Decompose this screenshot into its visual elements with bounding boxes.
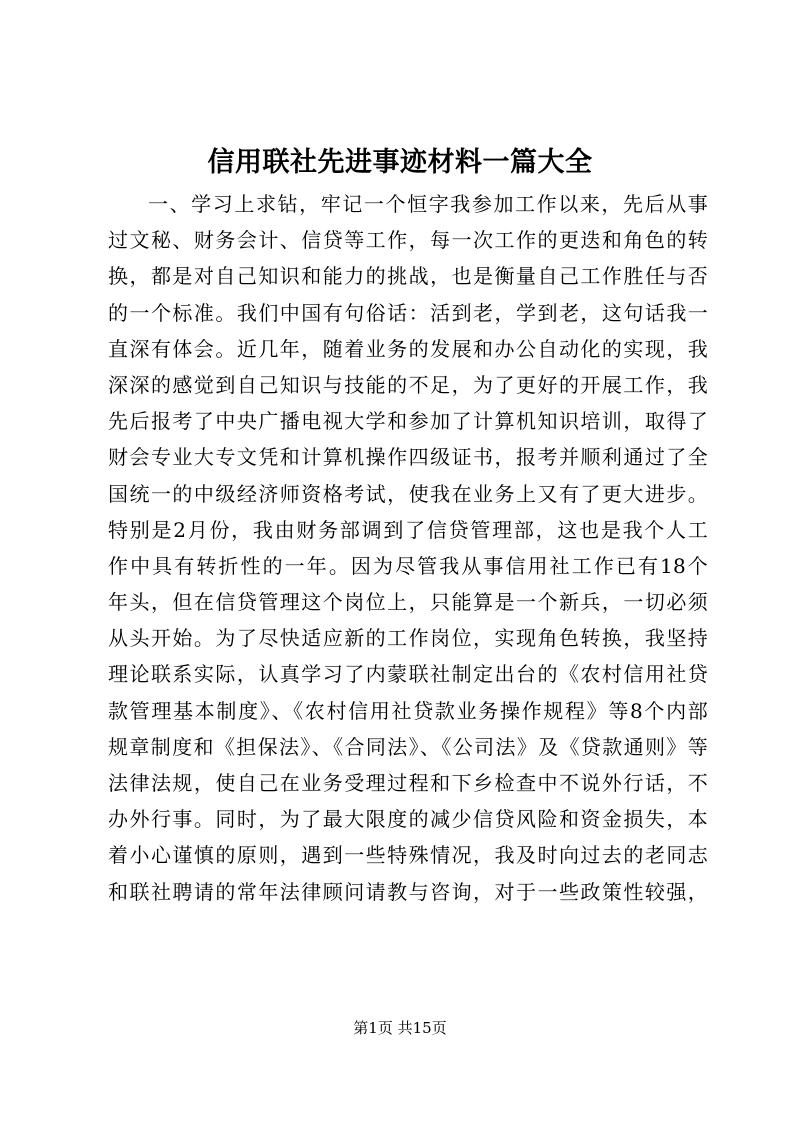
body-line: 国统一的中级经济师资格考试，使我在业务上又有了更大进步。	[108, 481, 708, 506]
body-line: 从头开始。为了尽快适应新的工作岗位，实现角色转换，我坚持	[108, 626, 708, 651]
body-line: 财会专业大专文凭和计算机操作四级证书，报考并顺利通过了全	[108, 445, 708, 470]
body-line: 作中具有转折性的一年。因为尽管我从事信用社工作已有18个	[108, 553, 708, 578]
body-line: 和联社聘请的常年法律顾问请教与咨询，对于一些政策性较强，	[108, 879, 708, 904]
body-line: 款管理基本制度》、《农村信用社贷款业务操作规程》等8个内部	[108, 698, 708, 723]
body-line: 换，都是对自己知识和能力的挑战，也是衡量自己工作胜任与否	[108, 264, 708, 289]
body-line: 理论联系实际，认真学习了内蒙联社制定出台的《农村信用社贷	[108, 662, 708, 687]
body-line: 办外行事。同时，为了最大限度的减少信贷风险和资金损失，本	[108, 807, 708, 832]
body-line: 年头，但在信贷管理这个岗位上，只能算是一个新兵，一切必须	[108, 590, 708, 615]
body-line: 的一个标准。我们中国有句俗话：活到老，学到老，这句话我一	[108, 300, 708, 325]
document-body	[108, 186, 708, 910]
body-line: 法律法规，使自己在业务受理过程和下乡检查中不说外行话，不	[108, 771, 708, 795]
body-line: 规章制度和《担保法》、《合同法》、《公司法》及《贷款通则》等	[108, 734, 708, 759]
body-line: 先后报考了中央广播电视大学和参加了计算机知识培训，取得了	[108, 409, 708, 434]
body-line: 特别是2月份，我由财务部调到了信贷管理部，这也是我个人工	[108, 517, 708, 542]
body-line: 直深有体会。近几年，随着业务的发展和办公自动化的实现，我	[108, 336, 708, 361]
body-line: 着小心谨慎的原则，遇到一些特殊情况，我及时向过去的老同志	[108, 843, 708, 868]
body-line: 一、学习上求钻，牢记一个恒字我参加工作以来，先后从事	[148, 192, 708, 216]
body-line: 深深的感觉到自己知识与技能的不足，为了更好的开展工作，我	[108, 372, 708, 397]
page-number-footer: 第1页 共15页	[353, 1019, 447, 1037]
body-line: 过文秘、财务会计、信贷等工作，每一次工作的更迭和角色的转	[108, 228, 708, 253]
document-title: 信用联社先进事迹材料一篇大全	[207, 147, 593, 178]
